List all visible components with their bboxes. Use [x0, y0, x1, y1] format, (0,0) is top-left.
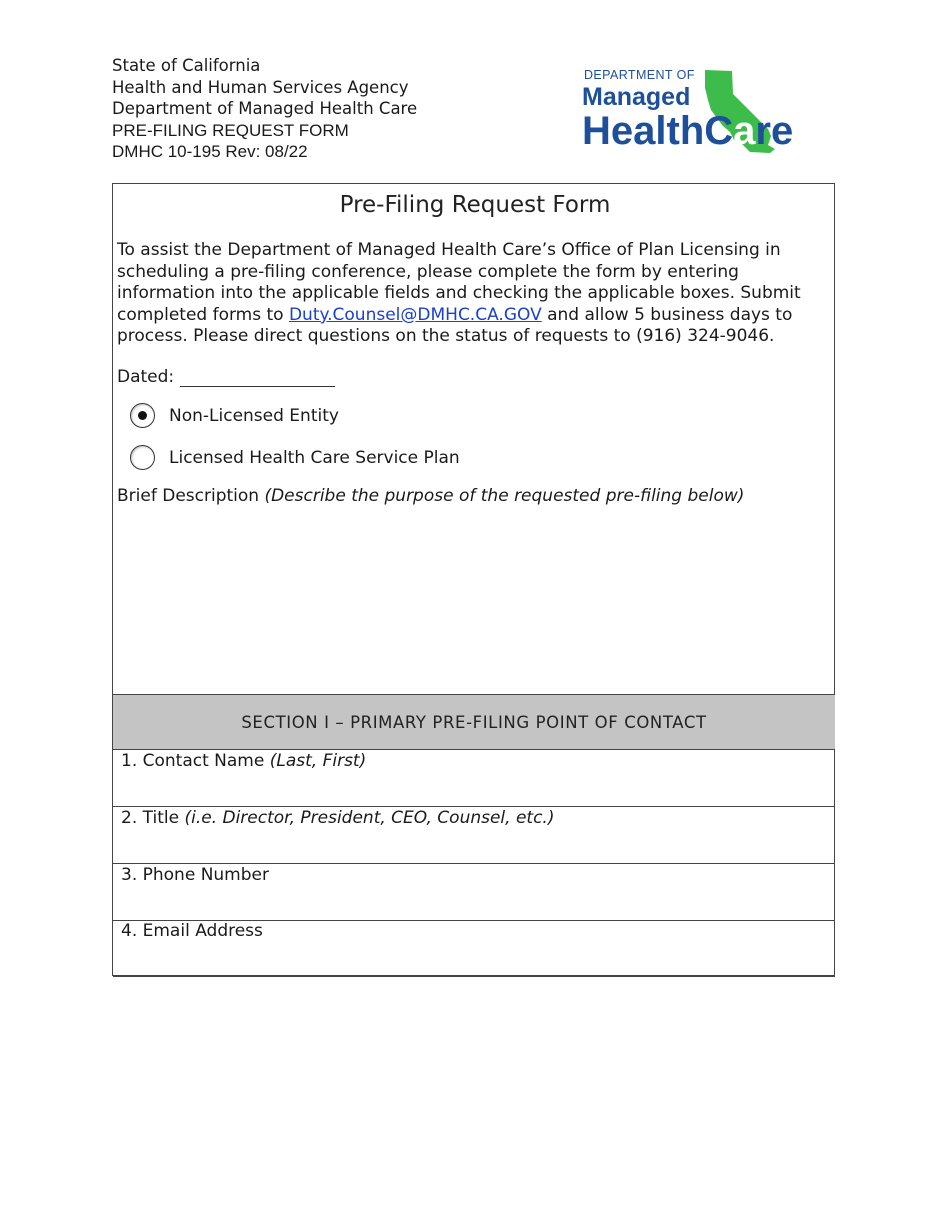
field-label: 4. Email Address — [121, 921, 263, 941]
intro-paragraph — [117, 240, 829, 348]
logo-top-text: DEPARTMENT OF — [584, 68, 695, 82]
dated-row — [117, 367, 335, 387]
radio-non-licensed[interactable] — [130, 403, 155, 428]
department-name: Department of Managed Health Care — [112, 99, 418, 118]
section-1-header: SECTION I – PRIMARY PRE-FILING POINT OF CONTACT — [113, 694, 835, 750]
option-licensed-plan[interactable] — [130, 445, 460, 470]
brief-label: Brief Description — [117, 486, 265, 506]
intro-text-a: To assist the Department of Managed Health Care’s Office of Plan Licensing in scheduling a pre-filing conference, please complete the form by entering information into the applicable fields and checking the applicable boxes. Submit completed forms to — [117, 240, 801, 325]
title-field[interactable] — [113, 807, 835, 864]
intro-text-b: and allow 5 business days to process. Please direct questions on the status of requests to (916) 324-9046. — [117, 304, 793, 347]
phone-number-field[interactable] — [113, 864, 835, 921]
radio-licensed-plan[interactable] — [130, 445, 155, 470]
option-non-licensed[interactable] — [130, 403, 339, 428]
dmhc-logo — [582, 66, 822, 158]
contact-name-field[interactable] — [113, 750, 835, 807]
form-number: DMHC 10-195 Rev: 08/22 — [112, 142, 308, 161]
agency-header — [112, 55, 417, 163]
brief-description-label — [117, 486, 744, 506]
form-title: Pre-Filing Request Form — [339, 192, 611, 218]
logo-c-text: C — [704, 109, 734, 153]
state-name: State of California — [112, 56, 261, 75]
option-label: Licensed Health Care Service Plan — [169, 447, 460, 468]
dated-label: Dated: — [117, 367, 175, 387]
brief-hint: (Describe the purpose of the requested pre-filing below) — [264, 486, 745, 506]
field-label: 2. Title (i.e. Director, President, CEO, Counsel, etc.) — [121, 808, 555, 828]
logo-re-text: re — [755, 109, 794, 153]
logo-a-text: a — [733, 109, 756, 153]
email-link[interactable]: Duty.Counsel@DMHC.CA.GOV — [288, 304, 542, 325]
option-label: Non-Licensed Entity — [169, 405, 339, 426]
email-address-field[interactable] — [113, 920, 835, 977]
brief-description-field[interactable] — [117, 512, 829, 688]
agency-name: Health and Human Services Agency — [112, 77, 409, 97]
logo-mid-text: Managed — [582, 83, 691, 111]
form-name: PRE-FILING REQUEST FORM — [112, 120, 349, 140]
field-label: 1. Contact Name (Last, First) — [121, 751, 367, 771]
field-label: 3. Phone Number — [121, 865, 269, 885]
logo-health-text: Health — [582, 109, 705, 153]
dated-input[interactable] — [180, 367, 335, 387]
svg-text:HealthCare — [582, 109, 793, 153]
radio-selected-dot — [138, 411, 147, 420]
